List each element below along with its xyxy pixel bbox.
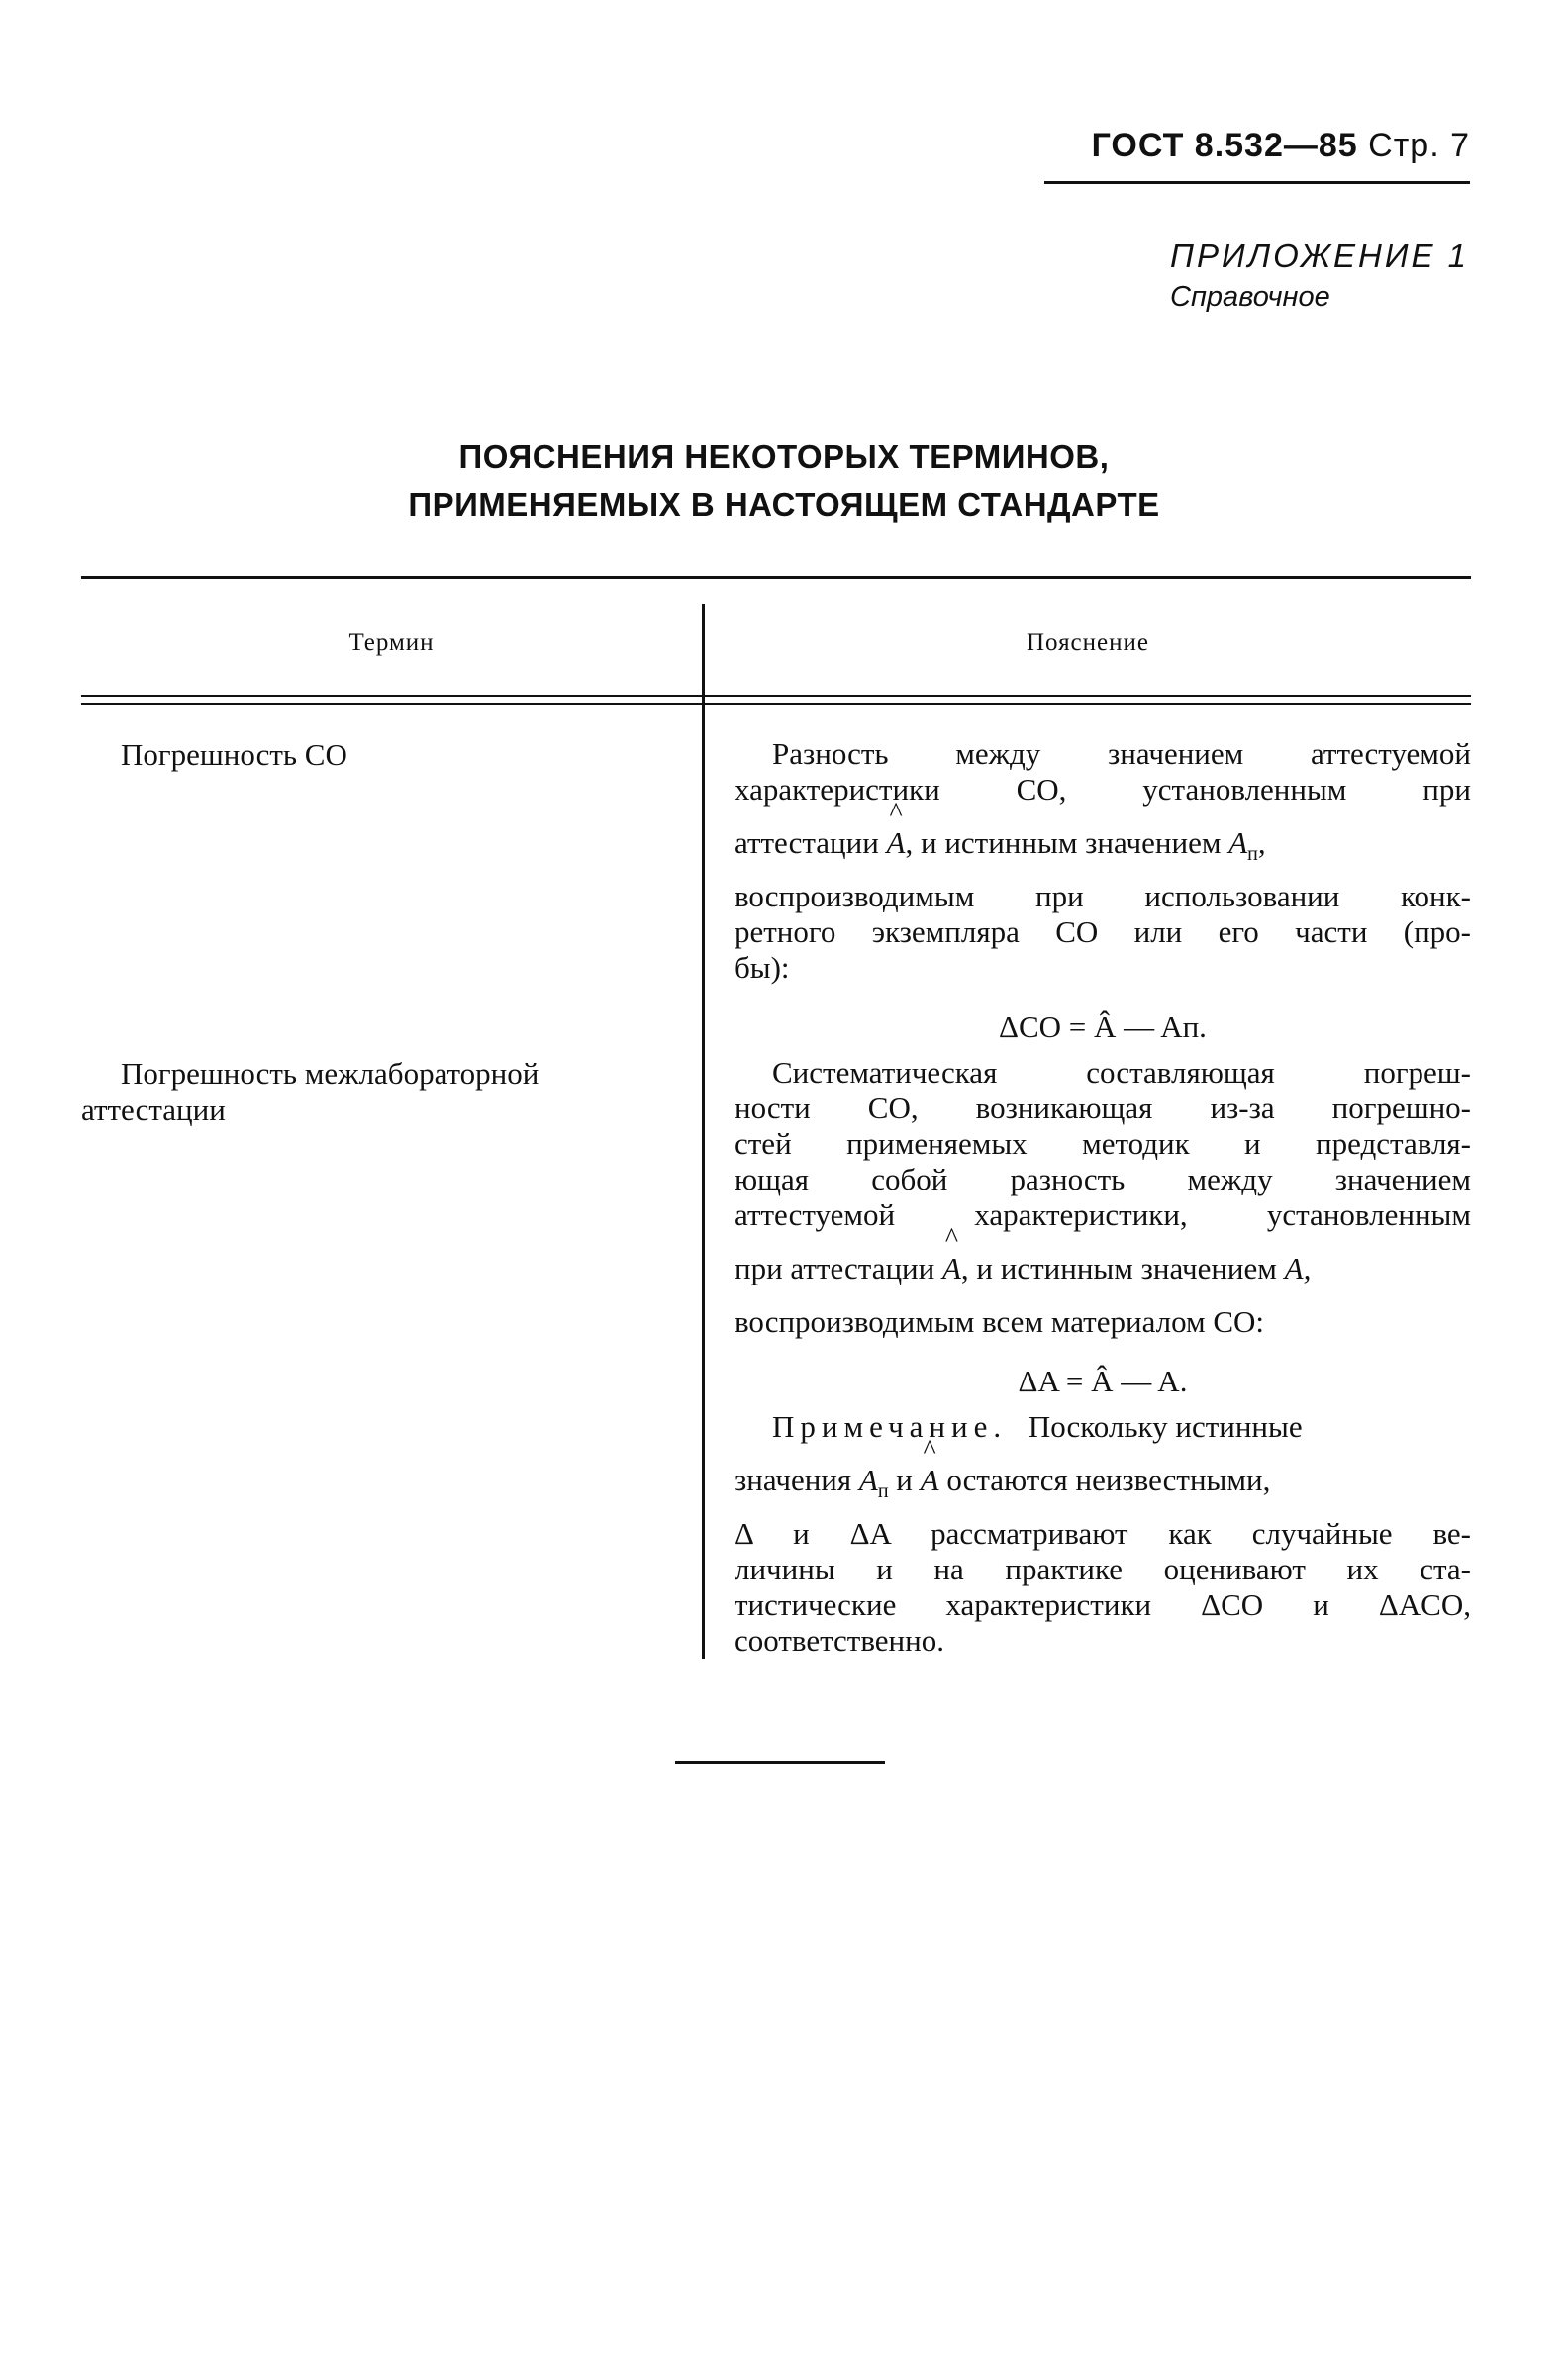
expl-1-line-4: воспроизводимым при использовании конк- [735, 879, 1471, 913]
column-header-term: Термин [348, 629, 435, 656]
expl-2-line-5: аттестуемой характеристики, установленным [735, 1197, 1471, 1232]
title-line-1: ПОЯСНЕНИЯ НЕКОТОРЫХ ТЕРМИНОВ, [458, 438, 1110, 475]
note-line-1-text: Поскольку истинные [1028, 1409, 1303, 1444]
note-line-6: соответственно. [735, 1623, 944, 1658]
term-2-line-1: Погрешность межлабораторной [121, 1056, 539, 1091]
page-title [0, 433, 1568, 528]
header-text [1092, 127, 1470, 165]
note-line-4: личины и на практике оценивают их ста- [735, 1552, 1471, 1586]
a-p-symbol: $A_п$, [1228, 825, 1266, 866]
expl-2-line-1: Систематическая составляющая погреш- [772, 1055, 1471, 1090]
appendix-subtitle: Справочное [1170, 281, 1330, 313]
header-rule [1044, 181, 1470, 184]
table-top-rule [81, 576, 1471, 579]
a-hat-symbol-3: ^ A [920, 1435, 939, 1497]
formula-1-text: ΔСО = Â — Aп. [999, 1009, 1207, 1044]
appendix-label [1170, 238, 1469, 314]
expl-1-line-6: бы): [735, 950, 790, 985]
expl-1-line-3 [735, 798, 1471, 879]
note-line-3: Δ и ΔA рассматривают как случайные ве- [735, 1516, 1471, 1551]
expl-2-line-4: ющая собой разность между значением [735, 1162, 1471, 1196]
expl-2-line-3: стей применяемых методик и представля- [735, 1126, 1471, 1161]
note-line-2b: и [896, 1463, 913, 1497]
note-label: Примечание. [772, 1409, 1008, 1444]
column-divider [702, 604, 705, 1659]
header-rule-2 [81, 703, 1471, 705]
page-number: Стр. 7 [1368, 127, 1470, 164]
term-1 [81, 736, 685, 773]
note-line-2c: остаются неизвестными, [946, 1463, 1271, 1497]
title-line-2: ПРИМЕНЯЕМЫХ В НАСТОЯЩЕМ СТАНДАРТЕ [408, 486, 1160, 523]
expl-1-line-3a: аттестации [735, 825, 879, 860]
expl-1-line-5: ретного экземпляра СО или его части (про- [735, 914, 1471, 949]
terms-table [81, 576, 1471, 1659]
end-rule [675, 1761, 885, 1764]
column-header-explanation: Пояснение [1026, 629, 1149, 656]
a-p-symbol-2: $A_п$ [858, 1463, 889, 1503]
formula-1 [735, 1009, 1471, 1045]
term-1-text: Погрешность СО [121, 737, 347, 772]
page-header [1044, 127, 1470, 184]
a-symbol: A, [1284, 1251, 1312, 1285]
a-hat-symbol: ^ A [886, 798, 906, 860]
term-2 [81, 1055, 685, 1128]
note-line-1 [735, 1409, 1471, 1445]
expl-1-line-3b: , и истинным значением [905, 825, 1222, 860]
standard-number: ГОСТ 8.532—85 [1091, 127, 1358, 164]
note-line-2 [735, 1435, 1471, 1516]
term-2-line-2: аттестации [81, 1093, 226, 1127]
expl-2-line-7: воспроизводимым всем материалом СО: [735, 1304, 1265, 1339]
a-hat-symbol-2: ^ A [941, 1223, 961, 1285]
expl-2-line-2: ности СО, возникающая из-за погрешно- [735, 1091, 1471, 1125]
explanation-2 [735, 1055, 1471, 1659]
note-line-5: тистические характеристики ΔСО и ΔACO, [735, 1587, 1471, 1622]
expl-2-line-6 [735, 1223, 1471, 1304]
expl-1-line-2: характеристики СО, установленным при [735, 772, 1471, 807]
expl-2-line-6a: при аттестации [735, 1251, 935, 1285]
note-line-2a: значения [735, 1463, 852, 1497]
expl-1-line-1: Разность между значением аттестуемой [772, 736, 1471, 771]
formula-2-text: ΔA = Â — A. [1018, 1364, 1188, 1398]
header-rule-1 [81, 695, 1471, 697]
expl-2-line-6b: , и истинным значением [960, 1251, 1277, 1285]
appendix-title: ПРИЛОЖЕНИЕ 1 [1170, 238, 1469, 274]
explanation-1 [735, 736, 1471, 1045]
formula-2 [735, 1364, 1471, 1399]
